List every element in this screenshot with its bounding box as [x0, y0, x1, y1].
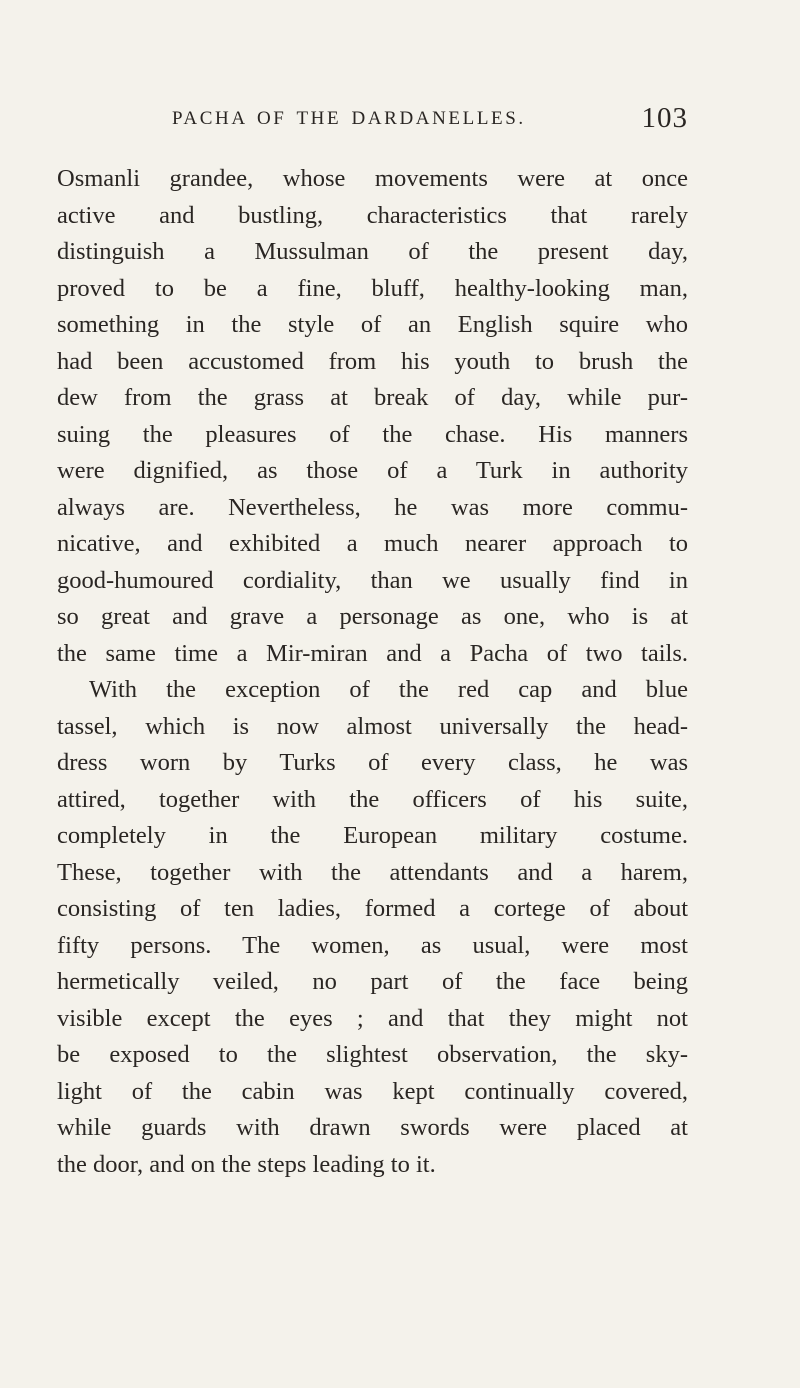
text-line: active and bustling, characteristics that rarely: [57, 201, 688, 229]
text-line: dress worn by Turks of every class, he was: [57, 749, 688, 776]
text-line: distinguish a Mussulman of the present day,: [57, 238, 688, 265]
text-line: Osmanli grandee, whose movements were at once: [57, 165, 688, 192]
page-number: 103: [641, 102, 688, 134]
text-line: hermetically veiled, no part of the face being: [57, 968, 688, 995]
text-line: were dignified, as those of a Turk in authority: [57, 457, 688, 484]
text-line: while guards with drawn swords were placed at: [57, 1114, 688, 1141]
text-line: be exposed to the slightest observation, the sky-: [57, 1041, 688, 1068]
text-line: something in the style of an English squire who: [57, 311, 688, 338]
text-line: light of the cabin was kept continually covered,: [57, 1077, 688, 1105]
paragraph-start-line: With the exception of the red cap and blue: [89, 676, 688, 703]
text-line: proved to be a fine, bluff, healthy-looking man,: [57, 274, 688, 302]
text-line: dew from the grass at break of day, while pur-: [57, 384, 688, 411]
text-line: consisting of ten ladies, formed a cortege of about: [57, 895, 688, 922]
text-line: fifty persons. The women, as usual, were most: [57, 931, 688, 959]
text-line: good-humoured cordiality, than we usually find in: [57, 566, 688, 594]
text-line: suing the pleasures of the chase. His manners: [57, 420, 688, 448]
text-line: These, together with the attendants and a harem,: [57, 858, 688, 886]
text-line: always are. Nevertheless, he was more commu-: [57, 493, 688, 521]
text-line: had been accustomed from his youth to brush the: [57, 347, 688, 375]
text-line: visible except the eyes ; and that they might not: [57, 1004, 688, 1032]
text-line: tassel, which is now almost universally the head-: [57, 712, 688, 740]
running-title: PACHA OF THE DARDANELLES.: [172, 108, 526, 129]
body-text: [57, 161, 688, 1183]
text-line: nicative, and exhibited a much nearer approach to: [57, 530, 688, 557]
text-line-last: the door, and on the steps leading to it.: [57, 1150, 436, 1178]
text-line: the same time a Mir-miran and a Pacha of two tails.: [57, 639, 688, 667]
running-head: [172, 102, 688, 138]
text-line: so great and grave a personage as one, who is at: [57, 603, 688, 630]
text-line: attired, together with the officers of his suite,: [57, 785, 688, 813]
text-line: completely in the European military costume.: [57, 822, 688, 849]
